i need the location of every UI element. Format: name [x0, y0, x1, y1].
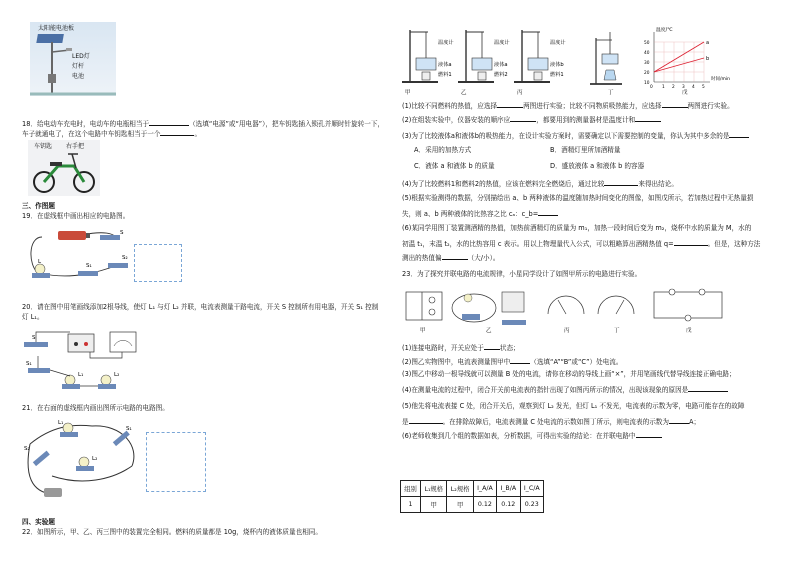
svg-text:L: L	[38, 259, 42, 265]
svg-text:L₂: L₂	[114, 372, 120, 378]
svg-text:燃料1: 燃料1	[438, 72, 452, 78]
fig-wu-circuit	[654, 289, 722, 321]
q19-answer-box[interactable]	[134, 244, 182, 282]
q18-line1: 18．给电动车充电时，电动车的电瓶相当于 （选填“电源”或“用电器”），把车钥匙插入锁孔并顺时针旋转一下，	[22, 120, 385, 128]
fig-yi-real-circuit	[452, 294, 496, 322]
svg-text:温度/℃: 温度/℃	[656, 28, 673, 33]
q23-data-table	[400, 480, 544, 513]
fig-bing-meter	[548, 296, 584, 314]
svg-text:温度计: 温度计	[438, 40, 454, 46]
fig-ding-meter	[598, 296, 634, 314]
q18-blank1[interactable]	[149, 118, 189, 126]
fig-jia-circuit	[406, 292, 442, 320]
switch-s1-icon	[28, 368, 50, 373]
q23-intro: 23．为了探究并联电路的电流规律，小星同学设计了如图甲所示的电路进行实验。	[402, 270, 642, 278]
svg-text:甲: 甲	[405, 90, 411, 96]
bulb-l2-icon	[101, 375, 111, 385]
svg-text:戊: 戊	[682, 90, 688, 96]
table-header-row: 组别 L₁规格 L₂规格 I_A/A I_B/A I_C/A	[401, 481, 544, 497]
svg-text:温度计: 温度计	[550, 40, 566, 46]
svg-text:2: 2	[672, 85, 675, 90]
svg-text:燃料2: 燃料2	[494, 72, 508, 78]
svg-text:时间/min: 时间/min	[711, 77, 731, 82]
section-4-heading: 四、实验题	[22, 518, 55, 526]
q21-text: 21．在右面的虚线框内画出图所示电路的电路图。	[22, 404, 169, 412]
svg-text:S₂: S₂	[122, 255, 128, 261]
section-3-heading: 三、作图题	[22, 202, 55, 210]
q22-figures	[398, 24, 742, 96]
q23-p1: (1)连接电路时，开关应处于 状态；	[402, 344, 520, 352]
battery-icon	[58, 231, 86, 240]
apparatus-jia	[402, 30, 438, 82]
q22-p4: (4)为了比较燃料1和燃料2的热值，应该在燃料完全燃烧后，通过比较 来得出结论。	[402, 180, 678, 188]
svg-text:S₂: S₂	[24, 446, 30, 452]
q18-line2: 车子就通电了，在这个电路中车钥匙相当于一个 。	[22, 130, 202, 138]
q22-option-d[interactable]: D．盛放液体 a 和液体 b 的容器	[550, 162, 645, 170]
key-label: 车钥匙	[34, 143, 53, 150]
q23-p2: (2)图乙实物图中，电流表测量图甲中 （选填“A”“B”或“C”）处电流。	[402, 358, 623, 366]
bulb-l1-icon	[63, 423, 73, 433]
q22-option-b[interactable]: B．酒精灯里所加酒精量	[550, 146, 621, 154]
q23-p4: (4)在测量电流的过程中，闭合开关前电流表的指针出现了如图丙所示的情况，出现该现象的原因是	[402, 384, 728, 395]
svg-text:L₁: L₁	[58, 420, 64, 426]
battery-label: 电池	[72, 73, 85, 80]
series-a-line	[654, 42, 704, 72]
svg-text:乙: 乙	[461, 90, 467, 96]
svg-text:丁: 丁	[614, 328, 620, 334]
power-supply-icon	[68, 334, 94, 352]
svg-text:S₁: S₁	[86, 263, 92, 269]
q22-p1: (1)比较不同燃料的热值，应选择 两图进行实验；比较不同物质吸热能力，应选择 两图进行实验。	[402, 102, 734, 110]
led-label: LED灯	[72, 53, 90, 60]
svg-text:30: 30	[644, 61, 650, 66]
bulb-icon	[35, 264, 45, 274]
apparatus-ding	[590, 32, 622, 84]
ebike-photo	[28, 140, 100, 196]
bulb-l2-icon	[79, 457, 89, 467]
ammeter-icon	[110, 332, 136, 352]
svg-text:L₁: L₁	[78, 372, 84, 378]
apparatus-bing	[514, 30, 550, 82]
q21-circuit-figure	[22, 416, 142, 500]
svg-text:5: 5	[702, 85, 705, 90]
q22-p6a: (6)某同学用图丁装置测酒精的热值，加热前酒精灯的质量为 m₁，加热一段时间后变为 m₂，烧杯中水的质量为 M，水的	[402, 224, 752, 232]
q22-option-a[interactable]: A．采用的加热方式	[414, 146, 472, 154]
svg-text:丁: 丁	[608, 90, 614, 96]
series-b-line	[654, 58, 704, 72]
q23-figures	[402, 284, 742, 336]
switch-s-icon	[24, 342, 48, 347]
switch-s-icon	[100, 235, 120, 240]
svg-text:4: 4	[692, 85, 695, 90]
q23-p5b: 是 。在排除故障后，电流表测量 C 处电流的示数如图丁所示，则电流表的示数为 A；	[402, 418, 701, 426]
svg-text:甲: 甲	[420, 328, 426, 334]
svg-text:丙: 丙	[517, 90, 523, 96]
svg-text:丙: 丙	[564, 328, 570, 334]
battery-icon	[44, 488, 62, 497]
ebike-drawing	[28, 140, 100, 196]
temperature-graph	[644, 26, 730, 90]
q20-circuit-figure	[22, 326, 140, 392]
q19-circuit-figure	[22, 225, 134, 283]
svg-text:S: S	[32, 335, 36, 341]
q23-p5a: (5)他先将电流表接 C 处，闭合开关后，观察到灯 L₂ 发光，但灯 L₁ 不发光，电流表的示数为零，电路可能存在的故障	[402, 402, 745, 410]
q23-p3: (3)图乙中移动一根导线就可以测量 B 处的电流，请你在移动的导线上画“×”，并用笔画线代替导线连接正确电路；	[402, 370, 736, 378]
q20-text2: 灯 L₁。	[22, 313, 44, 321]
svg-text:0: 0	[650, 85, 653, 90]
svg-text:S₁: S₁	[26, 361, 32, 367]
q22-p6d: 测出的热值偏 （大/小）。	[402, 254, 500, 262]
svg-text:温度计: 温度计	[494, 40, 510, 46]
q22-intro: 22．如图所示，甲、乙、丙三图中的装置完全相同。燃料的质量都是 10g，烧杯内的液体质量也相同。	[22, 528, 322, 536]
q18-blank2[interactable]	[160, 128, 194, 136]
table-row: 1 甲 甲 0.12 0.12 0.23	[401, 497, 544, 513]
q21-answer-box[interactable]	[146, 432, 206, 492]
q22-p2: (2)在组装实验中，仪器安装的顺序应 ，都要用到的测量器材是温度计和	[402, 114, 661, 125]
q22-p6b: 初温 t₁，末温 t₂，水的比热容用 c 表示。用以上物理量代入公式，可以粗略算出酒精热值 q= 。但是，这种方法	[402, 240, 761, 248]
svg-text:戊: 戊	[686, 328, 692, 334]
svg-text:S₁: S₁	[126, 426, 132, 432]
svg-text:1: 1	[662, 85, 665, 90]
switch-s2-icon	[108, 263, 128, 268]
apparatus-yi	[458, 30, 494, 82]
svg-text:液体b: 液体b	[550, 62, 564, 68]
svg-text:S: S	[120, 230, 124, 236]
svg-text:乙: 乙	[486, 328, 492, 334]
svg-text:液体a: 液体a	[438, 62, 452, 68]
svg-text:40: 40	[644, 51, 650, 56]
svg-text:液体a: 液体a	[494, 62, 508, 68]
svg-text:a: a	[706, 40, 710, 46]
bulb-l1-icon	[65, 375, 75, 385]
pole-label: 灯杆	[72, 63, 85, 70]
switch-s2-icon	[33, 451, 50, 466]
svg-text:燃料1: 燃料1	[550, 72, 564, 78]
q23-p6: (6)老师收集到几个组的数据如表，分析数据，可得出实验的结论：在并联电路中	[402, 430, 662, 441]
solar-panel-label: 太阳能电池板	[38, 25, 75, 32]
svg-text:3: 3	[682, 85, 685, 90]
svg-text:L₂: L₂	[92, 456, 98, 462]
switch-s1-icon	[78, 271, 98, 276]
q22-p5a: (5)根据实验测得的数据，分别描绘出 a、b 两种液体的温度随加热时间变化的图像，如图戊所示，若加热过程中无热量损	[402, 194, 754, 202]
q22-p5b: 失，则 a、b 两种液体的比热容之比 cₐ：c_b=	[402, 208, 558, 219]
svg-text:b: b	[706, 56, 710, 62]
fig-yi-ammeter	[502, 292, 526, 325]
solar-light-photo	[30, 22, 116, 96]
svg-text:10: 10	[644, 81, 650, 86]
svg-text:50: 50	[644, 41, 650, 46]
q22-p3: (3)为了比较液体a和液体b的吸热能力，在设计实验方案时，需要确定以下需要控制的变量，你认为其中多余的是	[402, 130, 749, 141]
svg-text:20: 20	[644, 71, 650, 76]
q22-option-c[interactable]: C．液体 a 和液体 b 的质量	[414, 162, 495, 170]
handle-label: 右手把	[66, 143, 85, 150]
q20-text1: 20．请在图中用笔画线添加2根导线，使灯 L₁ 与灯 L₂ 并联，电流表测量干路电流，开关 S 控制所有用电器，开关 S₁ 控制	[22, 303, 379, 311]
q19-text: 19．在虚线框中画出相应的电路图。	[22, 212, 130, 220]
